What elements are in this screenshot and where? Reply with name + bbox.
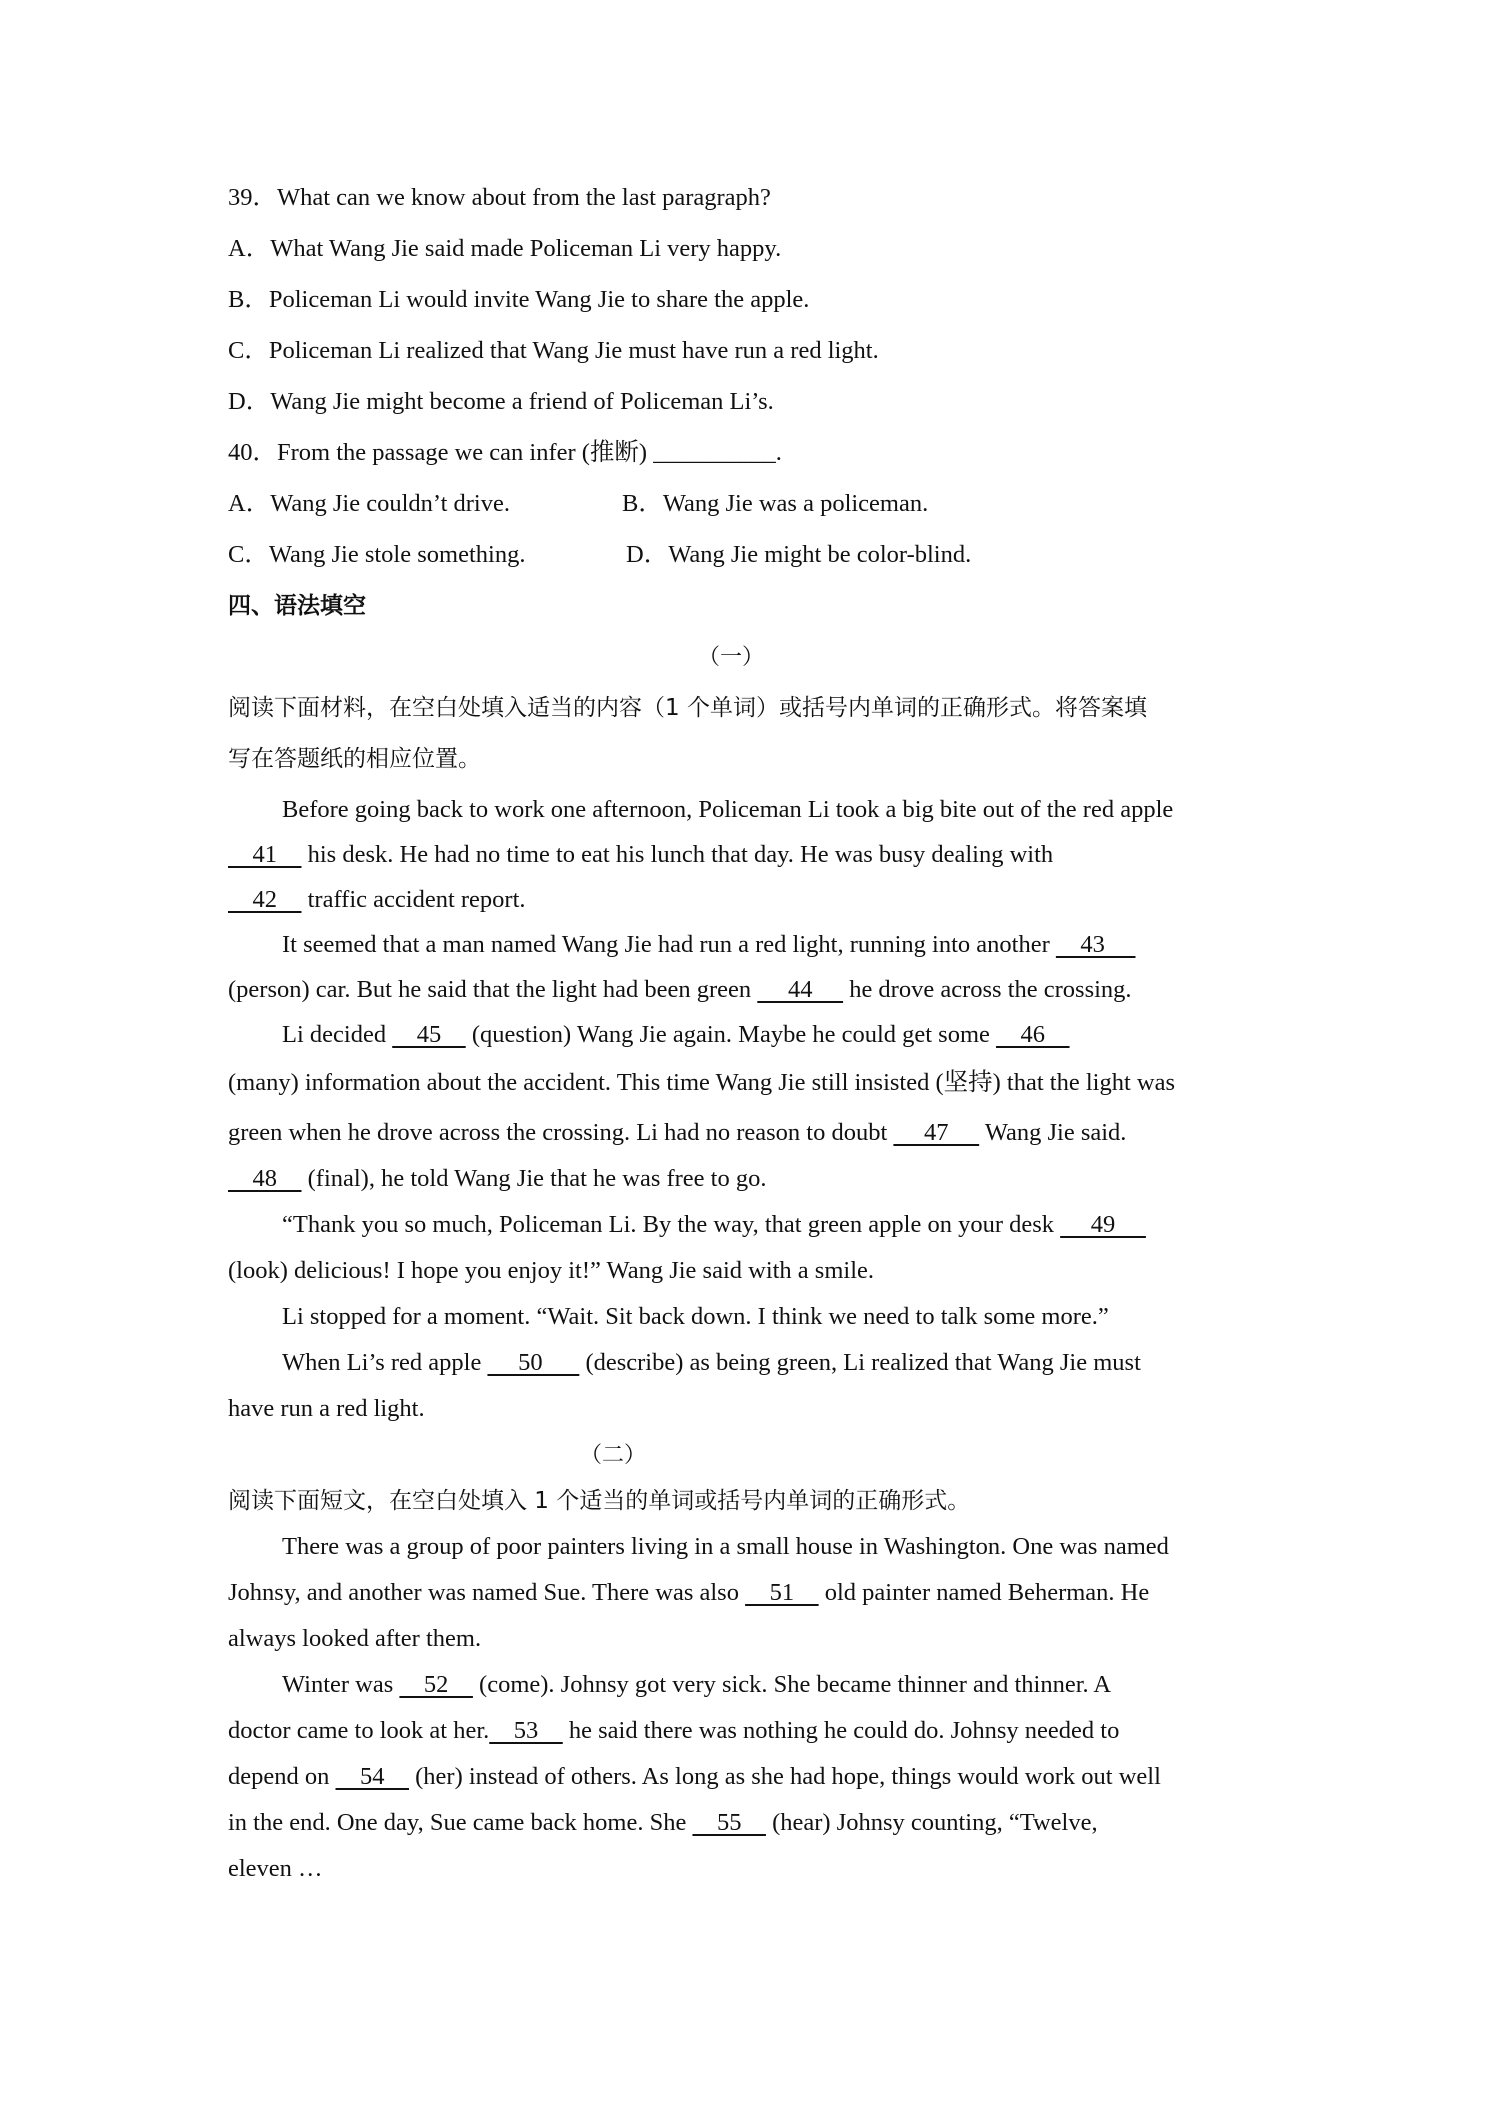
part1-instruction-line1: 阅读下面材料，在空白处填入适当的内容（1 个单词）或括号内单词的正确形式。将答案填 [228,695,1147,721]
q39-stem: 39．What can we know about from the last paragraph? [228,184,771,211]
q40-option-b: B．Wang Jie was a policeman. [622,490,929,517]
q40-stem: 40．From the passage we can infer (推断) __________. [228,439,782,466]
passage-text: (describe) as being green, Li realized that Wang Jie must [579,1349,1141,1376]
passage1-p3-line1 [282,1018,1070,1052]
passage-text: (come). Johnsy got very sick. She became thinner and thinner. A [472,1671,1112,1698]
passage-text: “Thank you so much, Policeman Li. By the way, that green apple on your desk [282,1211,1061,1238]
part1-instruction-line2: 写在答题纸的相应位置。 [228,746,481,772]
blank-43[interactable]: 43 [1055,931,1136,958]
part2-instruction: 阅读下面短文，在空白处填入 1 个适当的单词或括号内单词的正确形式。 [228,1488,971,1514]
passage1-p1-line2 [228,838,1053,872]
passage-text: Johnsy, and another was named Sue. There was also [228,1579,746,1606]
passage-text: Li decided [282,1021,393,1048]
part2-title: （二） [580,1442,647,1467]
passage-text: Winter was [282,1671,400,1698]
passage1-p3-line3 [228,1116,1126,1150]
passage1-p6-line1 [282,1346,1141,1380]
passage-text: (question) Wang Jie again. Maybe he could get some [465,1021,997,1048]
passage-text: traffic accident report. [301,886,526,913]
q39-option-c: C．Policeman Li realized that Wang Jie must have run a red light. [228,337,879,364]
blank-54[interactable]: 54 [335,1763,409,1790]
passage1-p3-line2: (many) information about the accident. This time Wang Jie still insisted (坚持) that the light was [228,1069,1175,1096]
passage1-p4-line1 [282,1208,1146,1242]
passage-text: green when he drove across the crossing. Li had no reason to doubt [228,1119,894,1146]
passage-text: he drove across the crossing. [843,976,1132,1003]
passage-text: Wang Jie said. [979,1119,1127,1146]
q40-option-c: C．Wang Jie stole something. [228,541,526,568]
passage-text: depend on [228,1763,336,1790]
blank-46[interactable]: 46 [996,1021,1070,1048]
blank-48[interactable]: 48 [228,1165,302,1192]
passage-text: doctor came to look at her. [228,1717,490,1744]
passage2-p1-line3: always looked after them. [228,1625,482,1652]
passage2-p2-line1 [282,1668,1111,1702]
blank-42[interactable]: 42 [228,886,302,913]
passage2-p1-line1: There was a group of poor painters living in a small house in Washington. One was named [282,1533,1169,1560]
passage-text: It seemed that a man named Wang Jie had run a red light, running into another [282,931,1056,958]
passage1-p6-line2: have run a red light. [228,1395,425,1422]
blank-52[interactable]: 52 [399,1671,473,1698]
section-heading: 四、语法填空 [228,593,366,619]
blank-53[interactable]: 53 [489,1717,563,1744]
passage2-p2-line2 [228,1714,1119,1748]
q40-option-a: A．Wang Jie couldn’t drive. [228,490,510,517]
passage1-p2-line1 [282,928,1136,962]
q40-option-d: D．Wang Jie might be color-blind. [626,541,972,568]
passage-text: (final), he told Wang Jie that he was free to go. [301,1165,767,1192]
blank-55[interactable]: 55 [692,1809,766,1836]
passage2-p2-line4 [228,1806,1098,1840]
q39-option-a: A．What Wang Jie said made Policeman Li very happy. [228,235,782,262]
passage2-p1-line2 [228,1576,1149,1610]
passage1-p1-line3 [228,883,526,917]
passage1-p2-line2 [228,973,1132,1007]
passage-text: his desk. He had no time to eat his lunch that day. He was busy dealing with [301,841,1054,868]
blank-45[interactable]: 45 [392,1021,466,1048]
blank-49[interactable]: 49 [1060,1211,1146,1238]
blank-50[interactable]: 50 [487,1349,580,1376]
blank-44[interactable]: 44 [757,976,844,1003]
passage-text: old painter named Beherman. He [818,1579,1150,1606]
passage2-p2-line5: eleven … [228,1855,323,1882]
passage-text: (her) instead of others. As long as she had hope, things would work out well [409,1763,1161,1790]
blank-51[interactable]: 51 [745,1579,819,1606]
passage-text: he said there was nothing he could do. Johnsy needed to [562,1717,1120,1744]
q39-option-b: B．Policeman Li would invite Wang Jie to share the apple. [228,286,810,313]
passage1-p5: Li stopped for a moment. “Wait. Sit back down. I think we need to talk some more.” [282,1303,1109,1330]
part1-title: （一） [698,644,765,669]
passage-text: (person) car. But he said that the light had been green [228,976,758,1003]
passage-text: When Li’s red apple [282,1349,488,1376]
blank-41[interactable]: 41 [228,841,302,868]
passage1-p4-line2: (look) delicious! I hope you enjoy it!” Wang Jie said with a smile. [228,1257,875,1284]
passage-text: (hear) Johnsy counting, “Twelve, [765,1809,1098,1836]
passage1-p1-line1: Before going back to work one afternoon, Policeman Li took a big bite out of the red apple [282,796,1174,823]
q39-option-d: D．Wang Jie might become a friend of Policeman Li’s. [228,388,774,415]
passage1-p3-line4 [228,1162,766,1196]
passage-text: in the end. One day, Sue came back home. She [228,1809,693,1836]
blank-47[interactable]: 47 [893,1119,980,1146]
passage2-p2-line3 [228,1760,1161,1794]
